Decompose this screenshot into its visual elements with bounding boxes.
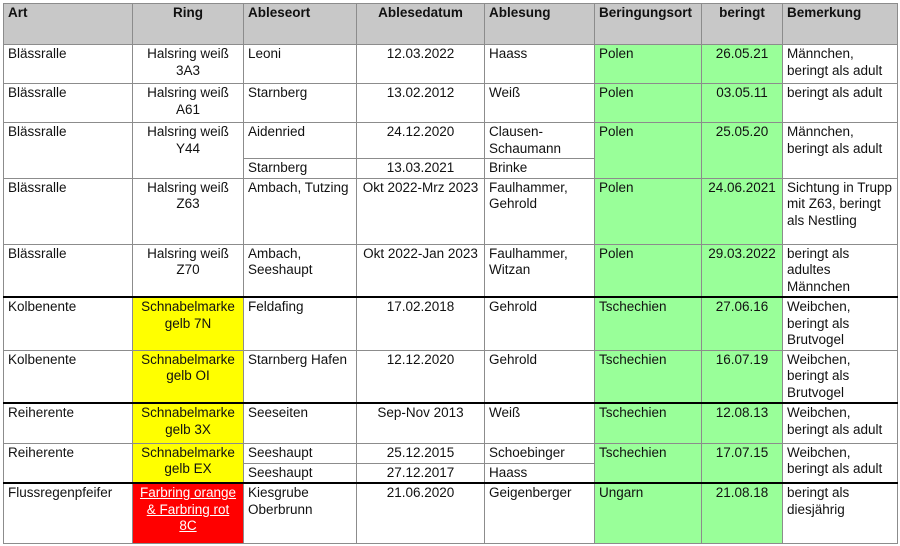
header-row	[4, 4, 898, 45]
table-row	[4, 403, 898, 443]
cell-ableseort: Leoni	[244, 45, 357, 84]
cell-beringungsort: Tschechien	[595, 443, 702, 483]
header-ablesung: Ablesung	[485, 4, 595, 45]
cell-beringungsort: Tschechien	[595, 403, 702, 443]
cell-beringt: 26.05.21	[702, 45, 783, 84]
cell-beringt: 27.06.16	[702, 297, 783, 350]
cell-beringt: 17.07.15	[702, 443, 783, 483]
table-row	[4, 350, 898, 403]
cell-ableseort: Aidenried	[244, 123, 357, 159]
header-ablesedatum: Ablesedatum	[357, 4, 485, 45]
header-ring: Ring	[133, 4, 244, 45]
cell-beringungsort: Polen	[595, 244, 702, 297]
cell-bemerkung: beringt als adult	[783, 84, 898, 123]
cell-ableseort: Ambach, Seeshaupt	[244, 244, 357, 297]
cell-beringungsort: Polen	[595, 178, 702, 244]
table-row	[4, 443, 898, 463]
cell-ablesedatum: 17.02.2018	[357, 297, 485, 350]
table-row	[4, 483, 898, 543]
cell-beringt: 21.08.18	[702, 483, 783, 543]
cell-beringt: 24.06.2021	[702, 178, 783, 244]
header-beringt: beringt	[702, 4, 783, 45]
cell-ableseort: Starnberg	[244, 159, 357, 179]
cell-ablesedatum: 12.03.2022	[357, 45, 485, 84]
cell-ablesung: Faulhammer, Gehrold	[485, 178, 595, 244]
cell-ablesedatum: 25.12.2015	[357, 443, 485, 463]
cell-art: Blässralle	[4, 244, 133, 297]
cell-art: Blässralle	[4, 123, 133, 179]
cell-art: Blässralle	[4, 84, 133, 123]
table-row	[4, 84, 898, 123]
table-row	[4, 178, 898, 244]
cell-ableseort: Starnberg Hafen	[244, 350, 357, 403]
cell-beringt: 16.07.19	[702, 350, 783, 403]
cell-bemerkung: Männchen, beringt als adult	[783, 45, 898, 84]
cell-bemerkung: Sichtung in Trupp mit Z63, beringt als Nestling	[783, 178, 898, 244]
cell-ablesedatum: Okt 2022-Mrz 2023	[357, 178, 485, 244]
cell-ablesedatum: 24.12.2020	[357, 123, 485, 159]
cell-ablesedatum: 13.02.2012	[357, 84, 485, 123]
cell-art: Kolbenente	[4, 350, 133, 403]
cell-bemerkung: beringt als diesjährig	[783, 483, 898, 543]
cell-ablesedatum: Sep-Nov 2013	[357, 403, 485, 443]
cell-ablesedatum: 13.03.2021	[357, 159, 485, 179]
cell-ablesung: Haass	[485, 463, 595, 483]
cell-ableseort: Kiesgrube Oberbrunn	[244, 483, 357, 543]
cell-ring: Schnabelmarke gelb 7N	[133, 297, 244, 350]
cell-ring: Halsring weiß Z63	[133, 178, 244, 244]
cell-beringungsort: Polen	[595, 45, 702, 84]
cell-bemerkung: beringt als adultes Männchen	[783, 244, 898, 297]
cell-ableseort: Seeshaupt	[244, 463, 357, 483]
cell-ablesedatum: 27.12.2017	[357, 463, 485, 483]
cell-ablesung: Haass	[485, 45, 595, 84]
cell-art: Blässralle	[4, 178, 133, 244]
cell-ablesedatum: 12.12.2020	[357, 350, 485, 403]
cell-ableseort: Ambach, Tutzing	[244, 178, 357, 244]
cell-ring: Schnabelmarke gelb EX	[133, 443, 244, 483]
cell-ableseort: Seeseiten	[244, 403, 357, 443]
cell-ablesung: Faulhammer, Witzan	[485, 244, 595, 297]
cell-ring: Halsring weiß Z70	[133, 244, 244, 297]
table-row	[4, 45, 898, 84]
cell-beringungsort: Tschechien	[595, 350, 702, 403]
header-ableseort: Ableseort	[244, 4, 357, 45]
header-art: Art	[4, 4, 133, 45]
cell-art: Flussregenpfeifer	[4, 483, 133, 543]
cell-beringungsort: Polen	[595, 123, 702, 179]
cell-bemerkung: Weibchen, beringt als Brutvogel	[783, 350, 898, 403]
table-row	[4, 123, 898, 159]
cell-ring: Schnabelmarke gelb 3X	[133, 403, 244, 443]
cell-bemerkung: Weibchen, beringt als adult	[783, 403, 898, 443]
cell-ableseort: Feldafing	[244, 297, 357, 350]
cell-art: Reiherente	[4, 443, 133, 483]
cell-ring: Schnabelmarke gelb OI	[133, 350, 244, 403]
cell-beringungsort: Tschechien	[595, 297, 702, 350]
cell-beringt: 12.08.13	[702, 403, 783, 443]
cell-ablesung: Brinke	[485, 159, 595, 179]
header-beringungsort: Beringungsort	[595, 4, 702, 45]
cell-ableseort: Seeshaupt	[244, 443, 357, 463]
cell-beringt: 25.05.20	[702, 123, 783, 179]
cell-art: Blässralle	[4, 45, 133, 84]
table-row	[4, 297, 898, 350]
cell-ring: Farbring orange & Farbring rot 8C	[133, 483, 244, 543]
cell-ablesedatum: Okt 2022-Jan 2023	[357, 244, 485, 297]
cell-ring: Halsring weiß A61	[133, 84, 244, 123]
cell-ablesung: Schoebinger	[485, 443, 595, 463]
cell-ring: Halsring weiß Y44	[133, 123, 244, 179]
cell-bemerkung: Weibchen, beringt als adult	[783, 443, 898, 483]
cell-ablesung: Weiß	[485, 84, 595, 123]
cell-ableseort: Starnberg	[244, 84, 357, 123]
cell-ablesung: Geigenberger	[485, 483, 595, 543]
cell-art: Kolbenente	[4, 297, 133, 350]
cell-beringungsort: Polen	[595, 84, 702, 123]
cell-ablesung: Clausen-Schaumann	[485, 123, 595, 159]
cell-ablesung: Gehrold	[485, 350, 595, 403]
cell-bemerkung: Weibchen, beringt als Brutvogel	[783, 297, 898, 350]
cell-beringungsort: Ungarn	[595, 483, 702, 543]
table-row	[4, 244, 898, 297]
cell-beringt: 03.05.11	[702, 84, 783, 123]
cell-ablesung: Gehrold	[485, 297, 595, 350]
cell-ring: Halsring weiß 3A3	[133, 45, 244, 84]
header-bemerkung: Bemerkung	[783, 4, 898, 45]
cell-bemerkung: Männchen, beringt als adult	[783, 123, 898, 179]
cell-ablesung: Weiß	[485, 403, 595, 443]
ring-reading-table	[3, 3, 898, 544]
cell-ablesedatum: 21.06.2020	[357, 483, 485, 543]
cell-art: Reiherente	[4, 403, 133, 443]
cell-beringt: 29.03.2022	[702, 244, 783, 297]
